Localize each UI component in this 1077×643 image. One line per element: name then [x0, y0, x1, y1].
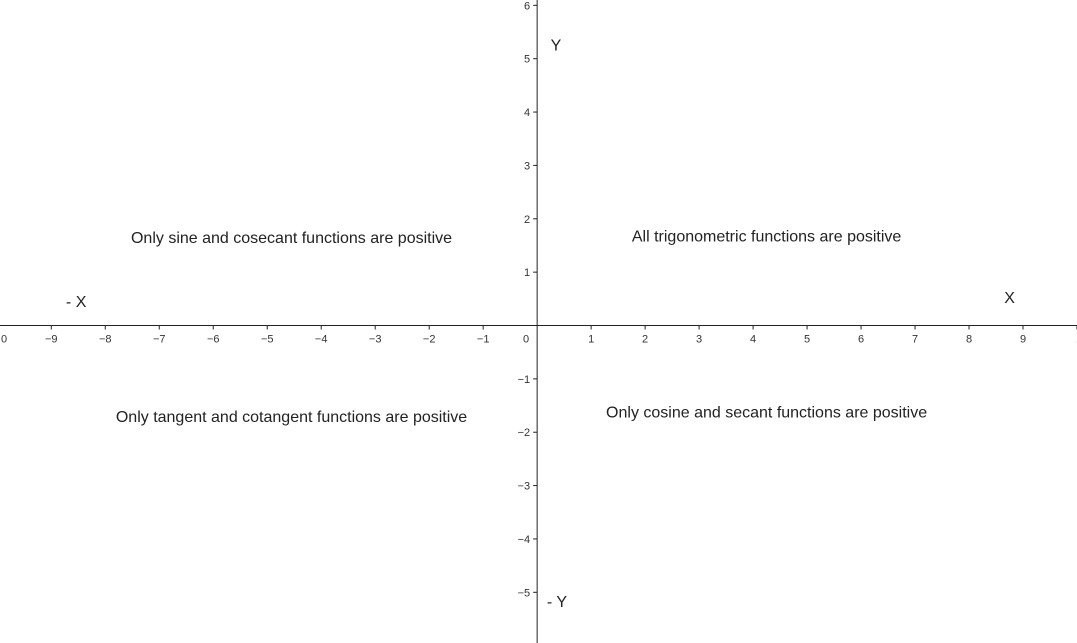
x-tick-label: −5 [260, 333, 274, 346]
negative-y-axis-label: - Y [546, 594, 568, 612]
x-axis-ticks [0, 326, 1077, 346]
y-tick-label: −4 [517, 533, 531, 546]
y-tick-label: 5 [524, 53, 531, 66]
y-tick-label: −2 [517, 427, 531, 440]
y-tick-label: 6 [524, 0, 531, 13]
x-tick-label: 4 [750, 333, 757, 346]
y-tick-label: −3 [517, 480, 531, 493]
y-tick-label: −1 [517, 373, 531, 386]
y-tick-label: 3 [524, 160, 531, 173]
x-tick-label: 5 [804, 333, 811, 346]
quadrant-1-label: All trigonometric functions are positive [631, 228, 902, 246]
positive-y-axis-label: Y [550, 37, 562, 55]
x-tick-label: −4 [314, 333, 328, 346]
x-tick-label: −1 [476, 333, 490, 346]
x-tick-label: −9 [45, 333, 58, 346]
y-tick-label: 1 [524, 267, 531, 280]
positive-x-axis-label: X [1004, 290, 1015, 308]
x-tick-label: 6 [857, 333, 865, 346]
x-tick-label: 0 [1, 333, 8, 346]
x-tick-label: −6 [206, 333, 220, 346]
quadrant-4-label: Only cosine and secant functions are positive [606, 404, 928, 422]
x-tick-label: −7 [152, 333, 166, 346]
y-axis-ticks [518, 0, 538, 599]
x-tick-label: 1 [588, 333, 595, 346]
x-tick-label: −8 [98, 333, 112, 346]
negative-x-axis-label: - X [65, 293, 87, 311]
quadrant-3-label: Only tangent and cotangent functions are positive [115, 409, 468, 427]
x-tick-label: 3 [696, 333, 703, 346]
x-tick-label: 2 [642, 333, 649, 346]
x-tick-label: 9 [1019, 333, 1027, 346]
x-tick-label: 8 [965, 333, 973, 346]
x-tick-label: −2 [422, 333, 436, 346]
quadrant-2-label: Only sine and cosecant functions are positive [130, 229, 453, 247]
y-tick-label: 2 [524, 213, 531, 226]
x-tick-label: −3 [368, 333, 382, 346]
y-tick-label: 4 [524, 107, 531, 120]
x-tick-label: 7 [911, 333, 919, 346]
x-tick-label: 0 [523, 333, 530, 346]
y-tick-label: −5 [517, 587, 531, 600]
